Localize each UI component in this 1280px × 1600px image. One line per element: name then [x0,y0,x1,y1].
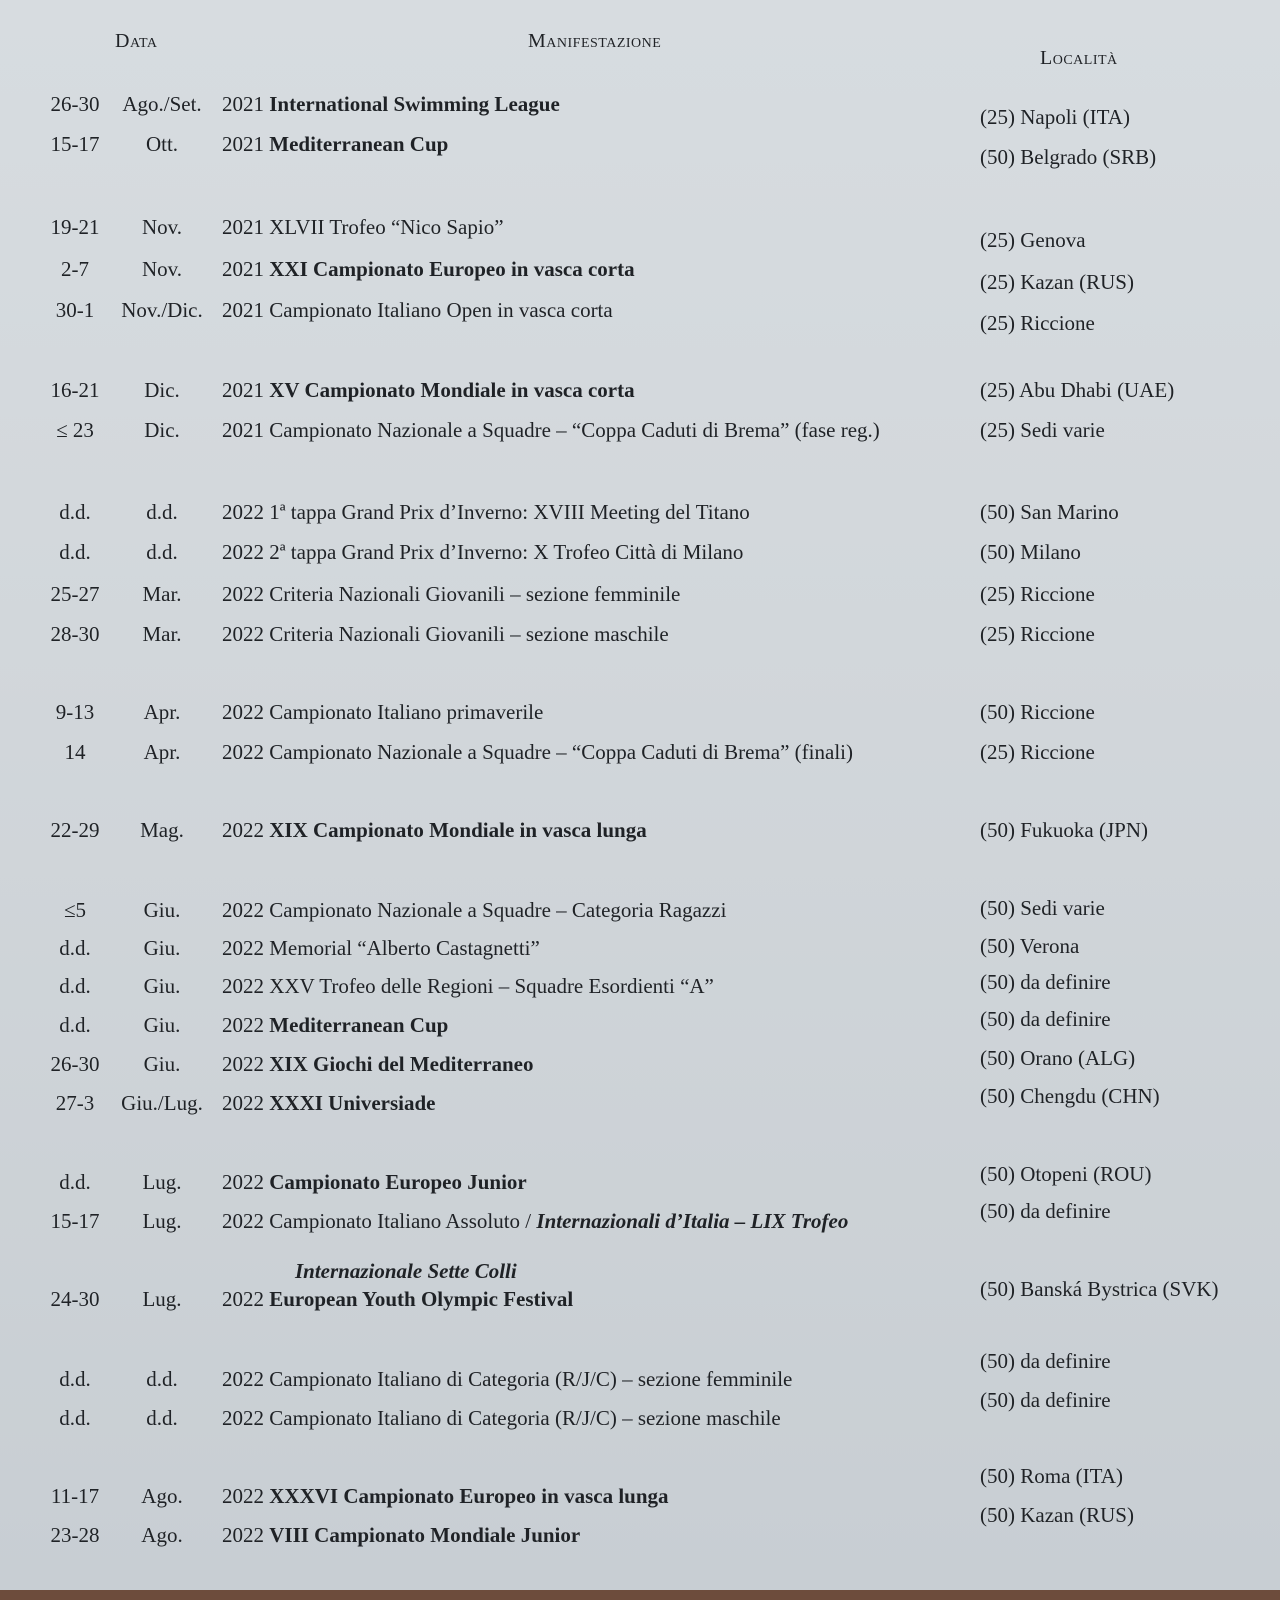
event-month: Ott. [145,132,179,156]
event-day: 15-17 [50,1209,100,1233]
event-month: Mar. [142,582,182,606]
event-day: d.d. [59,1406,91,1430]
table-row [0,132,1280,169]
event-name [222,1406,781,1431]
table-row [0,622,1280,652]
event-month: Lug. [142,1170,182,1194]
event-year: 2021 [222,298,264,322]
event-location: (25) Abu Dhabi (UAE) [980,378,1175,402]
table-row [0,936,1280,966]
event-month: Giu./Lug. [121,1091,203,1115]
event-name [222,1287,573,1312]
event-year: 2022 [222,1523,264,1547]
table-row [0,1046,1280,1082]
event-year: 2022 [222,1013,264,1037]
event-name [222,1091,436,1116]
event-month: Giu. [143,1013,181,1037]
event-year: 2021 [222,257,264,281]
event-day: ≤5 [63,898,87,922]
event-year: 2021 [222,378,264,402]
event-name [222,740,853,765]
event-year: 2021 [222,132,264,156]
event-month: Ago./Set. [122,92,202,116]
event-name [222,298,613,323]
event-month: d.d. [146,1406,178,1430]
event-name [222,215,504,240]
event-month: Giu. [143,974,181,998]
event-day: 26-30 [50,92,100,116]
event-year: 2021 [222,92,264,116]
event-month: Ago. [141,1523,183,1547]
event-day: 19-21 [50,215,100,239]
event-location: (50) da definire [980,1199,1111,1223]
event-title: Campionato Nazionale a Squadre – “Coppa Caduti di Brema” (finali) [269,740,853,764]
event-location: (25) Riccione [980,622,1095,646]
event-name [222,418,880,443]
event-year: 2022 [222,1209,264,1233]
event-location: (50) Chengdu (CHN) [980,1084,1160,1108]
event-name [222,257,635,282]
event-name [222,1367,792,1392]
event-day: 27-3 [55,1091,95,1115]
header-manifestazione: Manifestazione [528,30,662,52]
table-row [0,1277,1280,1317]
event-title: 1ª tappa Grand Prix d’Inverno: XVIII Meeting del Titano [269,500,750,524]
event-location: (50) Kazan (RUS) [980,1503,1134,1527]
event-day: d.d. [59,1013,91,1037]
event-month: Dic. [144,378,180,402]
table-row [0,818,1280,848]
event-year: 2022 [222,1367,264,1391]
table-row [0,1503,1280,1553]
event-location: (50) Banská Bystrica (SVK) [980,1277,1219,1301]
event-month: Ago. [141,1484,183,1508]
table-row [0,1007,1280,1043]
event-month: Lug. [142,1287,182,1311]
event-location: (50) Belgrado (SRB) [980,145,1157,169]
event-name [222,974,714,999]
event-name [222,540,743,565]
event-location: (50) Roma (ITA) [980,1464,1123,1488]
event-title: European Youth Olympic Festival [269,1287,574,1311]
event-year: 2022 [222,1406,264,1430]
event-year: 2022 [222,818,264,842]
table-row [0,378,1280,408]
event-location: (50) Orano (ALG) [980,1046,1136,1070]
event-name [222,622,669,647]
event-title: Memorial “Alberto Castagnetti” [269,936,540,960]
event-title: XV Campionato Mondiale in vasca corta [269,378,635,402]
event-year: 2022 [222,1170,264,1194]
event-name [222,1209,848,1234]
event-day: d.d. [59,1367,91,1391]
event-title: XIX Giochi del Mediterraneo [269,1052,534,1076]
event-title: 2ª tappa Grand Prix d’Inverno: X Trofeo Città di Milano [269,540,744,564]
event-year: 2022 [222,1287,264,1311]
event-day: 30-1 [55,298,95,322]
event-name [222,898,726,923]
event-title: Campionato Italiano Open in vasca corta [269,298,613,322]
event-title: XXV Trofeo delle Regioni – Squadre Esordienti “A” [269,974,714,998]
event-day: ≤ 23 [56,418,94,442]
event-name [222,92,560,117]
event-title: Campionato Italiano primaverile [269,700,544,724]
event-continuation: Internazionale Sette Colli [295,1259,517,1283]
event-title: XIX Campionato Mondiale in vasca lunga [269,818,647,842]
table-row [0,540,1280,570]
event-title: International Swimming League [269,92,560,116]
table-row [0,298,1280,335]
event-location: (50) San Marino [980,500,1119,524]
event-name [222,500,750,525]
event-location: (50) Fukuoka (JPN) [980,818,1148,842]
event-month: Giu. [143,936,181,960]
event-title: Criteria Nazionali Giovanili – sezione femminile [269,582,681,606]
event-location: (50) da definire [980,1388,1111,1412]
event-location: (25) Riccione [980,311,1095,335]
event-title: Mediterranean Cup [269,132,449,156]
header-data: Data [115,30,158,52]
event-month: Lug. [142,1209,182,1233]
table-row [0,582,1280,612]
event-day: d.d. [59,540,91,564]
event-title: XXXVI Campionato Europeo in vasca lunga [269,1484,669,1508]
event-day: 23-28 [50,1523,100,1547]
event-name [222,700,543,725]
event-day: 11-17 [50,1484,100,1508]
table-row [0,418,1280,448]
event-name [222,1484,669,1509]
event-title: Campionato Europeo Junior [269,1170,527,1194]
event-location: (25) Sedi varie [980,418,1105,442]
event-name [222,1052,533,1077]
event-day: 25-27 [50,582,100,606]
event-location: (25) Napoli (ITA) [980,105,1130,129]
event-year: 2021 [222,215,264,239]
event-title: VIII Campionato Mondiale Junior [269,1523,581,1547]
event-title: XLVII Trofeo “Nico Sapio” [269,215,504,239]
event-month: Mar. [142,622,182,646]
event-year: 2022 [222,740,264,764]
event-day: 28-30 [50,622,100,646]
event-title: Campionato Nazionale a Squadre – “Coppa Caduti di Brema” (fase reg.) [269,418,880,442]
event-year: 2022 [222,540,264,564]
event-day: 26-30 [50,1052,100,1076]
event-day: d.d. [59,500,91,524]
table-row [0,970,1280,1004]
event-month: Nov. [141,215,183,239]
event-day: d.d. [59,974,91,998]
event-name [222,1523,580,1548]
event-location: (50) Otopeni (ROU) [980,1162,1152,1186]
event-name [222,1013,448,1038]
event-year: 2021 [222,418,264,442]
table-row [0,500,1280,530]
event-name [222,582,680,607]
event-location: (50) Verona [980,934,1080,958]
event-year: 2022 [222,700,264,724]
table-row [0,257,1280,294]
event-location: (25) Riccione [980,740,1095,764]
event-title: Campionato Nazionale a Squadre – Categoria Ragazzi [269,898,727,922]
bottom-edge [0,1590,1280,1600]
event-day: 24-30 [50,1287,100,1311]
event-day: 9-13 [55,700,95,724]
event-year: 2022 [222,622,264,646]
event-year: 2022 [222,1484,264,1508]
event-name [222,936,540,961]
event-month: Nov./Dic. [121,298,203,322]
table-row [0,740,1280,770]
event-location: (25) Kazan (RUS) [980,270,1134,294]
table-row [0,1388,1280,1436]
event-year: 2022 [222,974,264,998]
event-location: (25) Riccione [980,582,1095,606]
event-location: (50) Milano [980,540,1081,564]
table-row [0,1162,1280,1200]
event-title: XXXI Universiade [269,1091,436,1115]
event-day: 2-7 [61,257,89,281]
event-day: 16-21 [50,378,100,402]
event-year: 2022 [222,936,264,960]
event-location: (50) Riccione [980,700,1095,724]
event-day: d.d. [59,1170,91,1194]
event-title: Criteria Nazionali Giovanili – sezione maschile [269,622,669,646]
event-day: 15-17 [50,132,100,156]
table-row [0,215,1280,252]
table-row [0,1199,1280,1239]
header-localita: Località [1040,47,1118,69]
table-row [0,898,1280,928]
event-name [222,818,647,843]
event-month: Nov. [141,257,183,281]
table-row [0,92,1280,129]
event-title: Campionato Italiano di Categoria (R/J/C) – sezione maschile [269,1406,781,1430]
event-month: Giu. [143,1052,181,1076]
event-day: 14 [64,740,86,764]
table-row [0,700,1280,730]
event-year: 2022 [222,582,264,606]
event-month: d.d. [146,540,178,564]
event-name [222,1170,527,1195]
event-title-italic: Internazionali d’Italia – LIX Trofeo [536,1209,849,1233]
event-title: Mediterranean Cup [269,1013,449,1037]
event-month: d.d. [146,1367,178,1391]
event-title: Campionato Italiano Assoluto / [269,1209,537,1233]
event-month: Apr. [143,700,181,724]
event-year: 2022 [222,1052,264,1076]
event-day: d.d. [59,936,91,960]
event-year: 2022 [222,1091,264,1115]
event-name [222,378,635,403]
event-year: 2022 [222,898,264,922]
event-location: (50) da definire [980,1007,1111,1031]
event-month: Giu. [143,898,181,922]
event-title: Campionato Italiano di Categoria (R/J/C) – sezione femminile [269,1367,793,1391]
event-month: Mag. [140,818,184,842]
event-month: Dic. [144,418,180,442]
event-location: (50) Sedi varie [980,896,1105,920]
event-month: d.d. [146,500,178,524]
event-year: 2022 [222,500,264,524]
event-day: 22-29 [50,818,100,842]
event-location: (25) Genova [980,228,1086,252]
event-title: XXI Campionato Europeo in vasca corta [269,257,635,281]
event-month: Apr. [143,740,181,764]
table-row [0,1084,1280,1121]
event-location: (50) da definire [980,1349,1111,1373]
event-name [222,132,448,157]
event-location: (50) da definire [980,970,1111,994]
